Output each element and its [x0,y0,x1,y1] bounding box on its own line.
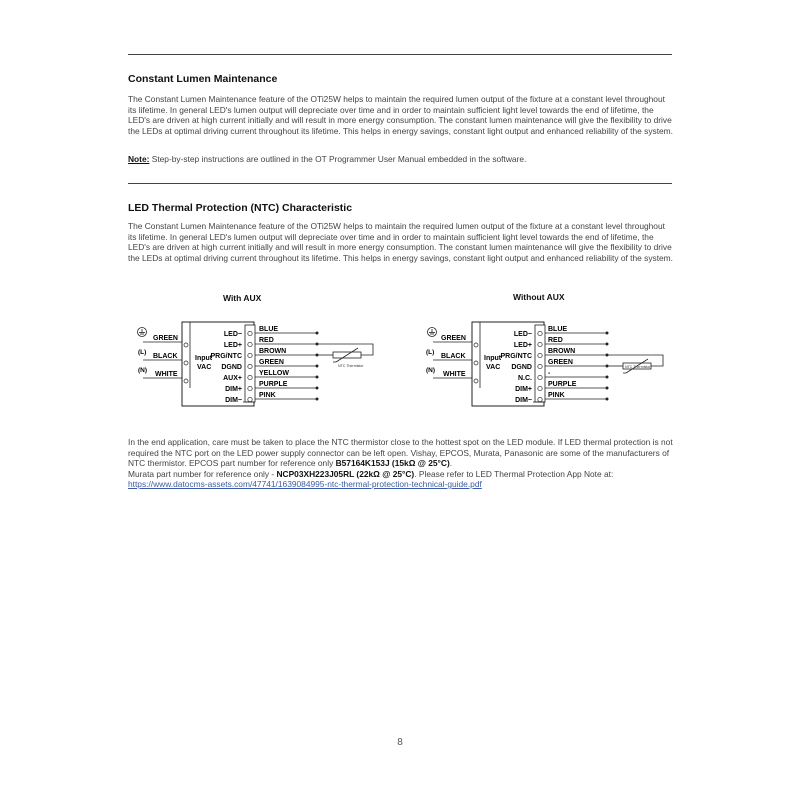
input-wire-white: WHITE [443,371,466,378]
input-terminal [474,379,478,383]
output-wire-label: GREEN [259,359,284,366]
input-terminal [184,379,188,383]
input-terminal [184,361,188,365]
input-terminal [474,361,478,365]
driver-box [472,322,544,406]
output-terminal [538,375,542,379]
epcos-part-number: B57164K153J (15kΩ @ 25°C) [335,458,450,468]
input-wire-white: WHITE [155,371,178,378]
output-terminal [248,386,252,390]
terminal-label: DIM+ [225,386,242,393]
app-note-link[interactable]: https://www.datocms-assets.com/47741/1639084995-ntc-thermal-protection-technical-guide.pdf [128,479,482,489]
output-wire-label: BLUE [548,326,568,333]
ntc-paragraph: The Constant Lumen Maintenance feature of the OTi25W helps to maintain the required lumen output of the fixture at a constant level throughout its lifetime. In general LED's lumen output will depreciate over time and in order to maintain sufficient light level towards the end of lifetime, the LED's are driven at high current initially and will result in more energy consumption. The constant lumen maintenance will give the flexibility to drive the LEDs at optimal driving current throughout its lifetime. This helps in energy savings, constant light output and enhanced reliability of the system. [128,221,673,263]
terminal-label: DGND [221,364,242,371]
input-wire-black: BLACK [153,353,178,360]
wiring-diagram-without-aux [423,318,688,418]
note-label: Note: [128,154,150,164]
output-terminal [248,397,252,401]
ntc-thermistor-label: NTC Thermistor [338,364,364,368]
input-wire-green: GREEN [441,335,466,342]
output-wire-label: RED [548,337,563,344]
diagram-title-with-aux: With AUX [223,293,262,303]
input-terminal [184,343,188,347]
output-wire-label: BLUE [259,326,279,333]
output-terminal [538,397,542,401]
terminal-label: DIM+ [515,386,532,393]
driver-box [182,322,254,406]
output-wire-label: PINK [548,392,565,399]
wire-end-dot [606,387,609,390]
vac-label: VAC [486,364,501,371]
input-label: Input [195,355,213,362]
wire-end-dot [606,343,609,346]
output-terminal [538,353,542,357]
wire-end-dot [316,365,319,368]
output-wire-label: BROWN [548,348,576,355]
vac-label: VAC [197,364,212,371]
terminal-label: AUX+ [223,375,242,382]
ground-icon [138,328,147,337]
terminal-label: PRG/NTC [500,353,532,360]
wire-end-dot [606,398,609,401]
top-divider [128,54,672,55]
output-terminal [538,364,542,368]
murata-text: Murata part number for reference only - [128,468,277,479]
output-wire-label: YELLOW [259,370,289,377]
output-terminal [538,342,542,346]
wire-end-dot [316,376,319,379]
application-paragraph [128,437,678,490]
output-terminal [538,331,542,335]
output-terminal [248,364,252,368]
ntc-thermistor-icon [317,344,373,362]
wire-end-dot [316,332,319,335]
terminal-label: DGND [511,364,532,371]
terminal-label: N.C. [518,375,532,382]
output-wire-label: BROWN [259,348,287,355]
ntc-thermistor-label: NTC Thermistor [625,365,651,369]
page-number: 8 [397,737,403,748]
ntc-thermistor-icon [607,355,663,373]
output-wire-label: PURPLE [548,381,577,388]
input-wire-green: GREEN [153,335,178,342]
terminal-label: LED− [513,331,532,338]
output-terminal [538,386,542,390]
app-note-text: . Please refer to LED Thermal Protection App Note at: [414,468,614,479]
output-terminal [248,375,252,379]
diagram-title-without-aux: Without AUX [513,292,565,302]
line-marker: (L) [426,349,435,356]
output-terminal [248,353,252,357]
wiring-diagram-with-aux [133,318,398,418]
output-wire-label: GREEN [548,359,573,366]
section-title-ntc: LED Thermal Protection (NTC) Characteristic [128,202,353,214]
terminal-label: LED− [223,331,242,338]
wire-end-dot [316,398,319,401]
input-terminal [474,343,478,347]
neutral-marker: (N) [426,367,436,374]
input-wire-black: BLACK [441,353,466,360]
neutral-marker: (N) [138,367,148,374]
output-terminal [248,342,252,346]
terminal-label: DIM− [515,397,532,404]
terminal-label: LED+ [223,342,242,349]
wire-end-dot [606,376,609,379]
application-text-end: . [449,458,453,468]
note-text: Step-by-step instructions are outlined in the OT Programmer User Manual embedded in the software. [149,154,527,164]
line-marker: (L) [138,349,147,356]
output-wire-label: - [548,370,551,377]
wire-end-dot [606,332,609,335]
output-wire-label: PINK [259,392,276,399]
output-wire-label: RED [259,337,274,344]
output-terminal [248,331,252,335]
terminal-labels [501,331,533,404]
application-text: In the end application, care must be taken to place the NTC thermistor close to the hottest spot on the LED module. If LED thermal protection is not required the NTC port on the LED power supply connector can be left open. Vishay, EPCOS, Murata, Panasonic are some of the manufacturers of NTC thermistor. EPCOS part number for reference only [128,437,673,468]
input-label: Input [484,355,502,362]
section-divider [128,183,672,184]
constant-lumen-paragraph: The Constant Lumen Maintenance feature of the OTi25W helps to maintain the required lumen output of the fixture at a constant level throughout its lifetime. In general LED's lumen output will depreciate over time and in order to maintain sufficient light level towards the end of lifetime, the LED's are driven at high current initially and will result in more energy consumption. The constant lumen maintenance will give the flexibility to drive the LEDs at optimal driving current throughout its lifetime. This helps in energy savings, constant light output and enhanced reliability of the system. [128,94,673,136]
terminal-label: DIM− [225,397,242,404]
terminal-label: LED+ [513,342,532,349]
ground-icon [428,328,437,337]
murata-part-number: NCP03XH223J05RL (22kΩ @ 25°C) [276,468,415,479]
output-wire-label: PURPLE [259,381,288,388]
section-title-constant-lumen: Constant Lumen Maintenance [128,73,278,85]
wire-end-dot [316,387,319,390]
note-line [128,154,673,165]
terminal-label: PRG/NTC [210,353,242,360]
terminal-labels [211,331,243,404]
